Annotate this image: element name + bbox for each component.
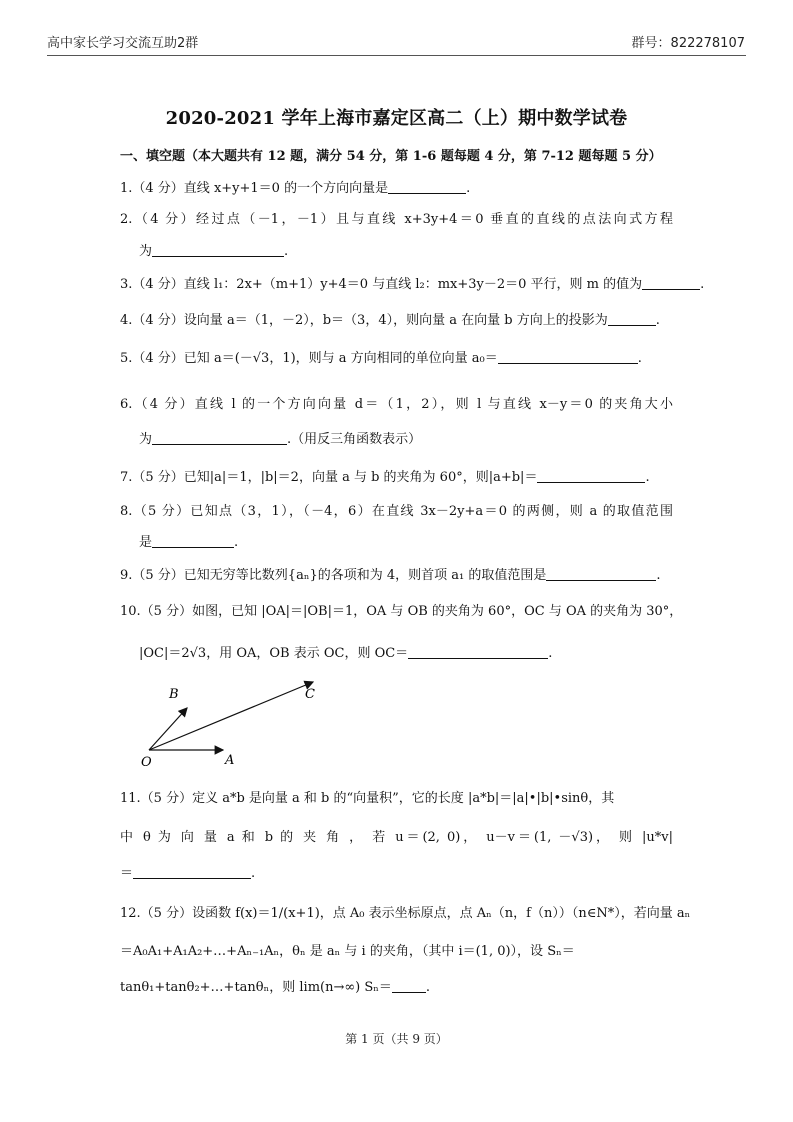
question-3 [120, 273, 705, 292]
answer-blank [392, 979, 426, 993]
question-3-text: 3.（4 分）直线 l₁：2x+（m+1）y+4＝0 与直线 l₂：mx+3y－2＝0 平行，则 m 的值为 [120, 277, 643, 292]
question-5-end: . [637, 351, 642, 366]
section-heading: 一、填空题（本大题共有 12 题，满分 54 分，第 1-6 题每题 4 分，第 7-12 题每题 5 分） [120, 149, 662, 164]
question-11-text: ＝ [120, 866, 134, 881]
question-1-end: . [466, 181, 471, 196]
question-4-text: 4.（4 分）设向量 a＝（1，－2），b＝（3，4），则向量 a 在向量 b 方向上的投影为 [120, 313, 608, 328]
label-c: C [305, 687, 315, 702]
question-7-text: 7.（5 分）已知|a|＝1，|b|＝2，向量 a 与 b 的夹角为 60°，则|a+b|＝ [120, 470, 538, 485]
question-6-end: .（用反三角函数表示） [287, 432, 422, 447]
question-8-line-2 [139, 531, 673, 550]
page-title: 2020-2021 学年上海市嘉定区高二（上）期中数学试卷 [165, 108, 628, 129]
answer-blank [133, 865, 251, 879]
label-a: A [225, 753, 235, 768]
label-o: O [141, 755, 152, 770]
question-6-line-2 [139, 428, 673, 447]
question-4 [120, 309, 673, 328]
question-7-end: . [645, 470, 650, 485]
answer-blank [642, 276, 700, 290]
label-b: B [169, 687, 179, 702]
answer-blank [537, 469, 645, 483]
question-12-line-1: 12.（5 分）设函数 f(x)＝1/(x+1)，点 A₀ 表示坐标原点，点 Aₙ（n，f（n））（n∈N*），若向量 aₙ [120, 906, 691, 921]
question-5-text: 5.（4 分）已知 a＝(－√3，1)，则与 a 方向相同的单位向量 a₀＝ [120, 351, 498, 366]
question-8-text: 是 [139, 535, 153, 550]
question-12-end: . [425, 980, 431, 995]
question-8-end: . [234, 535, 239, 550]
header-right-text: 群号：822278107 [631, 36, 745, 51]
question-6-text: 为 [139, 432, 153, 447]
question-4-end: . [655, 313, 660, 328]
question-3-end: . [700, 277, 705, 292]
page-footer: 第 1 页（共 9 页） [345, 1032, 448, 1046]
answer-blank [608, 312, 656, 326]
header-divider [47, 55, 746, 56]
question-2-end: . [284, 244, 289, 259]
question-6-line-1: 6.（4 分）直线 l 的一个方向向量 d＝（1，2），则 l 与直线 x－y＝0 的夹角大小 [120, 397, 673, 412]
question-10-line-1: 10.（5 分）如图，已知 |OA|＝|OB|＝1，OA 与 OB 的夹角为 60°，OC 与 OA 的夹角为 30°， [120, 604, 683, 619]
question-8-line-1: 8.（5 分）已知点（3，1），（－4，6）在直线 3x－2y+a＝0 的两侧，则 a 的取值范围 [120, 504, 673, 519]
question-12-line-2: ＝A₀A₁+A₁A₂+…+Aₙ₋₁Aₙ，θₙ 是 aₙ 与 i 的夹角，（其中 i＝(1, 0)），设 Sₙ＝ [120, 944, 575, 959]
question-12-text: tanθ₁+tanθ₂+…+tanθₙ，则 lim(n→∞) Sₙ＝ [120, 980, 392, 995]
question-5 [120, 347, 673, 366]
question-9-text: 9.（5 分）已知无穷等比数列{aₙ}的各项和为 4，则首项 a₁ 的取值范围是 [120, 568, 547, 583]
question-11-line-3 [120, 862, 673, 881]
answer-blank [152, 243, 284, 257]
vector-figure [135, 678, 335, 773]
question-12-line-3 [120, 976, 673, 995]
answer-blank [498, 350, 638, 364]
question-7 [120, 466, 673, 485]
question-11-line-1: 11.（5 分）定义 a*b 是向量 a 和 b 的“向量积”，它的长度 |a*b|＝|a|•|b|•sinθ，其 [120, 791, 615, 806]
vector-ob-arrow [149, 708, 187, 750]
answer-blank [152, 534, 234, 548]
answer-blank [152, 431, 287, 445]
question-9-end: . [656, 568, 661, 583]
question-9 [120, 564, 673, 583]
question-1 [120, 177, 673, 196]
header-left-text: 高中家长学习交流互助2群 [47, 36, 199, 51]
question-10-text: |OC|＝2√3，用 OA，OB 表示 OC，则 OC＝ [139, 646, 409, 661]
question-11-line-2: 中 θ 为 向 量 a 和 b 的 夹 角 ， 若 u＝(2, 0)， u－v＝(1, －√3)， 则 |u*v| [120, 830, 673, 845]
question-11-end: . [251, 866, 256, 881]
answer-blank [388, 180, 466, 194]
question-2-text: 为 [139, 244, 153, 259]
question-1-text: 1.（4 分）直线 x+y+1＝0 的一个方向向量是 [120, 181, 389, 196]
answer-blank [546, 567, 656, 581]
question-2-line-1: 2.（4 分）经过点（－1，－1）且与直线 x+3y+4＝0 垂直的直线的点法向式方程 [120, 212, 673, 227]
question-2-line-2 [139, 240, 673, 259]
answer-blank [408, 645, 548, 659]
question-10-end: . [548, 646, 553, 661]
question-10-line-2 [139, 642, 673, 661]
